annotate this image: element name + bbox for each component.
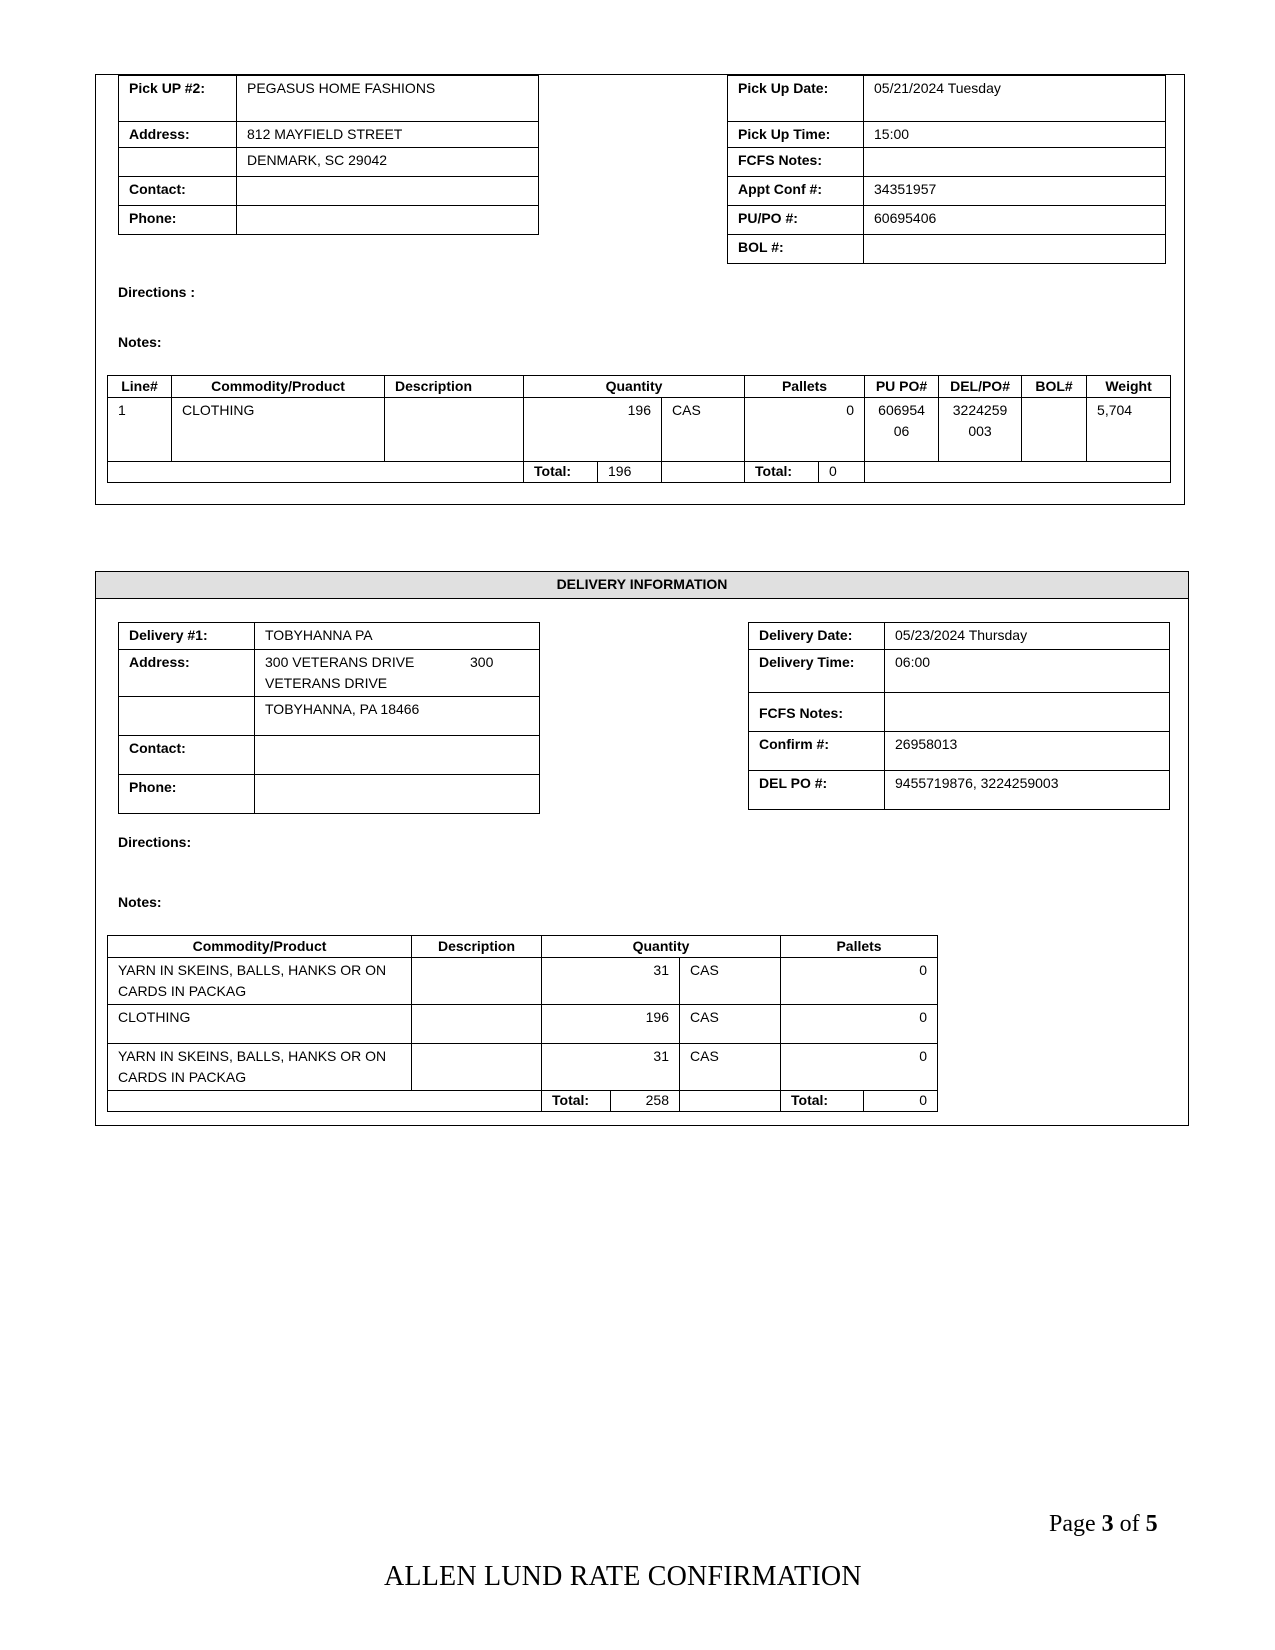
delivery-confirm-label: Confirm #: [749,732,885,771]
page-prefix: Page [1049,1511,1102,1537]
table-row [108,1005,938,1044]
col-header-description: Description [385,376,524,398]
cell-pallets: 0 [781,1005,938,1044]
delivery-section-title: DELIVERY INFORMATION [95,571,1189,599]
delivery-number-label: Delivery #1: [119,623,255,650]
cell-weight: 5,704 [1087,398,1171,462]
cell-commodity: YARN IN SKEINS, BALLS, HANKS OR ON CARDS IN PACKAG [108,958,412,1005]
pickup-time-value: 15:00 [864,122,1166,148]
delivery-time-value: 06:00 [885,650,1170,693]
pickup-fcfs-value [864,148,1166,177]
delivery-notes-label: Notes: [118,894,162,910]
pickup-fcfs-label: FCFS Notes: [728,148,864,177]
pickup-appt-value: 34351957 [864,177,1166,206]
pallets-total-label: Total: [745,462,819,483]
pickup-address-line2: DENMARK, SC 29042 [237,148,539,177]
cell-del-po: 3224259 003 [939,398,1022,462]
delivery-name: TOBYHANNA PA [255,623,540,650]
cell-pallets: 0 [781,958,938,1005]
totals-blank [108,1091,542,1112]
col-header-description: Description [412,936,542,958]
cell-unit: CAS [680,1044,781,1091]
pallets-total-label: Total: [781,1091,864,1112]
col-header-bol: BOL# [1022,376,1087,398]
cell-bol [1022,398,1087,462]
cell-quantity: 196 [542,1005,680,1044]
cell-commodity: YARN IN SKEINS, BALLS, HANKS OR ON CARDS IN PACKAG [108,1044,412,1091]
cell-line: 1 [108,398,172,462]
totals-row [108,462,1171,483]
table-row [108,398,1171,462]
cell-pallets: 0 [745,398,865,462]
col-header-pu-po: PU PO# [865,376,939,398]
delivery-time-label: Delivery Time: [749,650,885,693]
col-header-pallets: Pallets [745,376,865,398]
pickup-pupo-value: 60695406 [864,206,1166,235]
cell-unit: CAS [662,398,745,462]
pickup-notes-label: Notes: [118,334,162,350]
pickup-bol-value [864,235,1166,264]
pickup-appt-label: Appt Conf #: [728,177,864,206]
table-row [108,958,938,1005]
delivery-info-table [118,622,540,814]
pickup-commodity-table [107,375,1171,483]
cell-description [385,398,524,462]
delivery-contact-label: Contact: [119,736,255,775]
pickup-directions-label: Directions : [118,284,196,300]
cell-pallets: 0 [781,1044,938,1091]
pickup-time-label: Pick Up Time: [728,122,864,148]
delivery-schedule-table [748,622,1170,810]
pickup-address-line1: 812 MAYFIELD STREET [237,122,539,148]
col-header-weight: Weight [1087,376,1171,398]
col-header-line: Line# [108,376,172,398]
col-header-quantity: Quantity [542,936,781,958]
cell-quantity: 31 [542,1044,680,1091]
cell-quantity: 31 [542,958,680,1005]
delivery-phone-value [255,775,540,814]
cell-commodity: CLOTHING [108,1005,412,1044]
qty-total-label: Total: [524,462,598,483]
delivery-address-cell [255,650,540,697]
delivery-directions-label: Directions: [118,834,192,850]
delivery-delpo-label: DEL PO #: [749,771,885,810]
cell-commodity: CLOTHING [172,398,385,462]
delivery-contact-value [255,736,540,775]
pickup-phone-label: Phone: [119,206,237,235]
page-number [1049,1511,1158,1538]
totals-row [108,1091,938,1112]
col-header-quantity: Quantity [524,376,745,398]
cell-description [412,958,542,1005]
delivery-fcfs-value [885,693,1170,732]
pallets-total-value: 0 [819,462,865,483]
table-row [108,1044,938,1091]
delivery-phone-label: Phone: [119,775,255,814]
delivery-confirm-value: 26958013 [885,732,1170,771]
pickup-bol-label: BOL #: [728,235,864,264]
delivery-delpo-value: 9455719876, 3224259003 [885,771,1170,810]
cell-description [412,1044,542,1091]
delivery-address-blank [119,697,255,736]
document-title: ALLEN LUND RATE CONFIRMATION [384,1561,862,1592]
pickup-contact-value [237,177,539,206]
delivery-address-line3: TOBYHANNA, PA 18466 [255,697,540,736]
delivery-fcfs-label: FCFS Notes: [749,693,885,732]
qty-total-value: 258 [611,1091,680,1112]
col-header-commodity: Commodity/Product [108,936,412,958]
delivery-date-label: Delivery Date: [749,623,885,650]
pickup-address-label: Address: [119,122,237,148]
delivery-commodity-table [107,935,938,1112]
page-of: of [1113,1511,1146,1537]
cell-pu-po: 606954 06 [865,398,939,462]
delivery-address-line1: 300 VETERANS DRIVE [265,654,415,670]
totals-tail-blank [865,462,1171,483]
delivery-date-value: 05/23/2024 Thursday [885,623,1170,650]
cell-unit: CAS [680,1005,781,1044]
cell-unit: CAS [680,958,781,1005]
pickup-info-table [118,75,539,235]
pickup-address-blank [119,148,237,177]
page-total: 5 [1145,1511,1158,1537]
pickup-phone-value [237,206,539,235]
col-header-commodity: Commodity/Product [172,376,385,398]
delivery-address-label: Address: [119,650,255,697]
pickup-schedule-table [727,75,1166,264]
pickup-date-value: 05/21/2024 Tuesday [864,76,1166,122]
qty-total-value: 196 [598,462,662,483]
pickup-contact-label: Contact: [119,177,237,206]
col-header-del-po: DEL/PO# [939,376,1022,398]
pickup-pupo-label: PU/PO #: [728,206,864,235]
cell-description [412,1005,542,1044]
pickup-date-label: Pick Up Date: [728,76,864,122]
cell-quantity: 196 [524,398,662,462]
col-header-pallets: Pallets [781,936,938,958]
qty-total-label: Total: [542,1091,611,1112]
pickup-name: PEGASUS HOME FASHIONS [237,76,539,122]
pickup-number-label: Pick UP #2: [119,76,237,122]
unit-total-blank [680,1091,781,1112]
pallets-total-value: 0 [864,1091,938,1112]
delivery-address-line1b: 300 [470,654,494,670]
delivery-address-line2: VETERANS DRIVE [265,675,388,691]
page-current: 3 [1101,1511,1114,1537]
totals-blank [108,462,524,483]
unit-total-blank [662,462,745,483]
